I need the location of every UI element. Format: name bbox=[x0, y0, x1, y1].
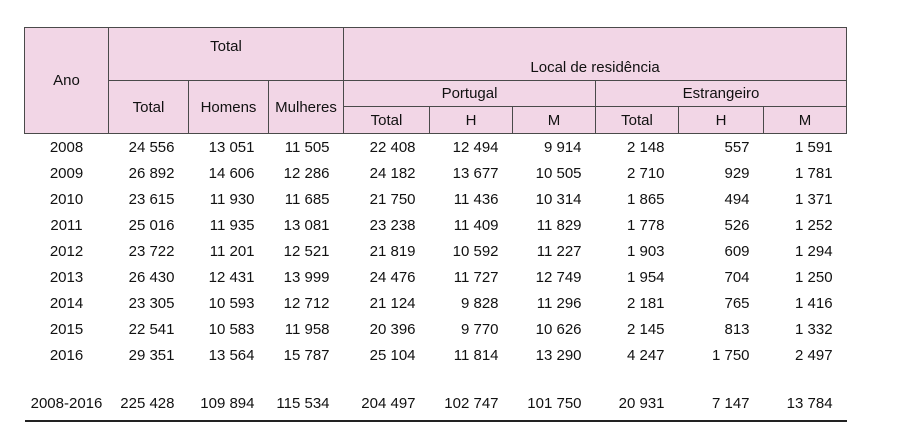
value-cell: 20 396 bbox=[369, 320, 416, 338]
table-row bbox=[25, 316, 847, 342]
value-cell: 109 894 bbox=[189, 386, 269, 421]
value-cell: 12 521 bbox=[283, 242, 330, 260]
value-cell: 11 727 bbox=[453, 268, 499, 286]
value-cell: 10 583 bbox=[208, 320, 255, 338]
value-cell: 1 416 bbox=[795, 294, 833, 312]
value-cell: 1 750 bbox=[711, 346, 750, 364]
value-cell: 13 677 bbox=[452, 164, 499, 182]
value-cell: 10 592 bbox=[452, 242, 499, 260]
year-cell: 2015 bbox=[49, 320, 84, 338]
value-cell: 12 286 bbox=[283, 164, 330, 182]
value-cell: 9 914 bbox=[543, 138, 582, 156]
value-cell: 11 227 bbox=[536, 242, 582, 260]
value-cell: 11 436 bbox=[453, 190, 499, 208]
value-cell: 21 750 bbox=[369, 190, 416, 208]
value-cell: 13 784 bbox=[764, 386, 847, 421]
value-cell: 11 409 bbox=[453, 216, 499, 234]
year-cell: 2012 bbox=[49, 242, 84, 260]
value-cell: 23 722 bbox=[128, 242, 175, 260]
value-cell: 765 bbox=[724, 294, 750, 312]
year-cell: 2013 bbox=[49, 268, 84, 286]
header-estrangeiro-m: M bbox=[764, 107, 847, 134]
value-cell: 26 892 bbox=[128, 164, 175, 182]
table-row bbox=[25, 134, 847, 161]
header-ano: Ano bbox=[25, 28, 109, 134]
value-cell: 225 428 bbox=[109, 386, 189, 421]
value-cell: 9 828 bbox=[460, 294, 499, 312]
value-cell: 11 685 bbox=[284, 190, 330, 208]
value-cell: 2 497 bbox=[795, 346, 833, 364]
value-cell: 12 431 bbox=[208, 268, 255, 286]
value-cell: 11 201 bbox=[209, 242, 255, 260]
year-cell: 2008-2016 bbox=[25, 386, 109, 421]
value-cell: 22 541 bbox=[128, 320, 175, 338]
spacer-row bbox=[25, 368, 847, 386]
value-cell: 704 bbox=[724, 268, 750, 286]
header-total-group: Total bbox=[109, 28, 344, 81]
value-cell: 22 408 bbox=[369, 138, 416, 156]
value-cell: 9 770 bbox=[460, 320, 499, 338]
value-cell: 23 305 bbox=[128, 294, 175, 312]
value-cell: 1 778 bbox=[626, 216, 665, 234]
value-cell: 1 371 bbox=[795, 190, 833, 208]
value-cell: 494 bbox=[724, 190, 750, 208]
value-cell: 929 bbox=[724, 164, 750, 182]
value-cell: 1 903 bbox=[626, 242, 665, 260]
value-cell: 12 749 bbox=[535, 268, 582, 286]
year-cell: 2014 bbox=[49, 294, 84, 312]
value-cell: 29 351 bbox=[128, 346, 175, 364]
table-row bbox=[25, 160, 847, 186]
value-cell: 11 505 bbox=[284, 138, 330, 156]
value-cell: 7 147 bbox=[679, 386, 764, 421]
residence-table bbox=[24, 27, 847, 422]
value-cell: 23 615 bbox=[128, 190, 175, 208]
value-cell: 21 819 bbox=[369, 242, 416, 260]
value-cell: 21 124 bbox=[369, 294, 416, 312]
value-cell: 11 296 bbox=[536, 294, 582, 312]
value-cell: 13 290 bbox=[535, 346, 582, 364]
header-portugal-m: M bbox=[513, 107, 596, 134]
table-row bbox=[25, 212, 847, 238]
value-cell: 1 865 bbox=[626, 190, 665, 208]
value-cell: 13 564 bbox=[208, 346, 255, 364]
table-row bbox=[25, 238, 847, 264]
value-cell: 12 712 bbox=[283, 294, 330, 312]
value-cell: 101 750 bbox=[513, 386, 596, 421]
value-cell: 24 476 bbox=[369, 268, 416, 286]
header-total: Total bbox=[109, 81, 189, 134]
table-row bbox=[25, 342, 847, 368]
value-cell: 24 556 bbox=[128, 138, 175, 156]
value-cell: 557 bbox=[724, 138, 750, 156]
value-cell: 2 148 bbox=[626, 138, 665, 156]
year-cell: 2008 bbox=[49, 138, 84, 156]
data-table-container bbox=[24, 27, 846, 422]
value-cell: 115 534 bbox=[269, 386, 344, 421]
table-row bbox=[25, 186, 847, 212]
value-cell: 13 081 bbox=[283, 216, 330, 234]
table-header bbox=[25, 28, 847, 134]
header-estrangeiro: Estrangeiro bbox=[596, 81, 847, 107]
value-cell: 813 bbox=[724, 320, 750, 338]
value-cell: 20 931 bbox=[596, 386, 679, 421]
value-cell: 1 294 bbox=[795, 242, 833, 260]
table-row bbox=[25, 264, 847, 290]
value-cell: 25 016 bbox=[128, 216, 175, 234]
value-cell: 1 250 bbox=[795, 268, 833, 286]
value-cell: 15 787 bbox=[283, 346, 330, 364]
year-cell: 2010 bbox=[49, 190, 84, 208]
value-cell: 204 497 bbox=[344, 386, 430, 421]
table-body bbox=[25, 134, 847, 422]
header-estrangeiro-h: H bbox=[679, 107, 764, 134]
value-cell: 11 958 bbox=[284, 320, 330, 338]
value-cell: 14 606 bbox=[208, 164, 255, 182]
value-cell: 2 181 bbox=[626, 294, 665, 312]
header-homens: Homens bbox=[189, 81, 269, 134]
value-cell: 1 252 bbox=[795, 216, 833, 234]
value-cell: 11 814 bbox=[453, 346, 499, 364]
value-cell: 1 781 bbox=[795, 164, 833, 182]
year-cell: 2016 bbox=[49, 346, 84, 364]
header-local-residencia: Local de residência bbox=[344, 28, 847, 81]
value-cell: 10 593 bbox=[208, 294, 255, 312]
value-cell: 12 494 bbox=[452, 138, 499, 156]
value-cell: 10 314 bbox=[535, 190, 582, 208]
header-portugal-h: H bbox=[430, 107, 513, 134]
value-cell: 1 954 bbox=[626, 268, 665, 286]
header-mulheres: Mulheres bbox=[269, 81, 344, 134]
value-cell: 24 182 bbox=[369, 164, 416, 182]
value-cell: 609 bbox=[724, 242, 750, 260]
value-cell: 4 247 bbox=[626, 346, 665, 364]
table-total-row bbox=[25, 386, 847, 421]
value-cell: 11 935 bbox=[209, 216, 255, 234]
header-portugal: Portugal bbox=[344, 81, 596, 107]
year-cell: 2009 bbox=[49, 164, 84, 182]
value-cell: 25 104 bbox=[369, 346, 416, 364]
value-cell: 526 bbox=[724, 216, 750, 234]
header-portugal-total: Total bbox=[344, 107, 430, 134]
value-cell: 102 747 bbox=[430, 386, 513, 421]
value-cell: 11 829 bbox=[536, 216, 582, 234]
value-cell: 10 626 bbox=[535, 320, 582, 338]
value-cell: 23 238 bbox=[369, 216, 416, 234]
table-row bbox=[25, 290, 847, 316]
value-cell: 2 145 bbox=[626, 320, 665, 338]
year-cell: 2011 bbox=[50, 216, 83, 234]
spacer-cell bbox=[25, 368, 847, 386]
header-estrangeiro-total: Total bbox=[596, 107, 679, 134]
value-cell: 13 999 bbox=[283, 268, 330, 286]
value-cell: 26 430 bbox=[128, 268, 175, 286]
value-cell: 11 930 bbox=[209, 190, 255, 208]
value-cell: 10 505 bbox=[535, 164, 582, 182]
value-cell: 13 051 bbox=[208, 138, 255, 156]
value-cell: 2 710 bbox=[626, 164, 665, 182]
value-cell: 1 332 bbox=[795, 320, 833, 338]
value-cell: 1 591 bbox=[795, 138, 833, 156]
